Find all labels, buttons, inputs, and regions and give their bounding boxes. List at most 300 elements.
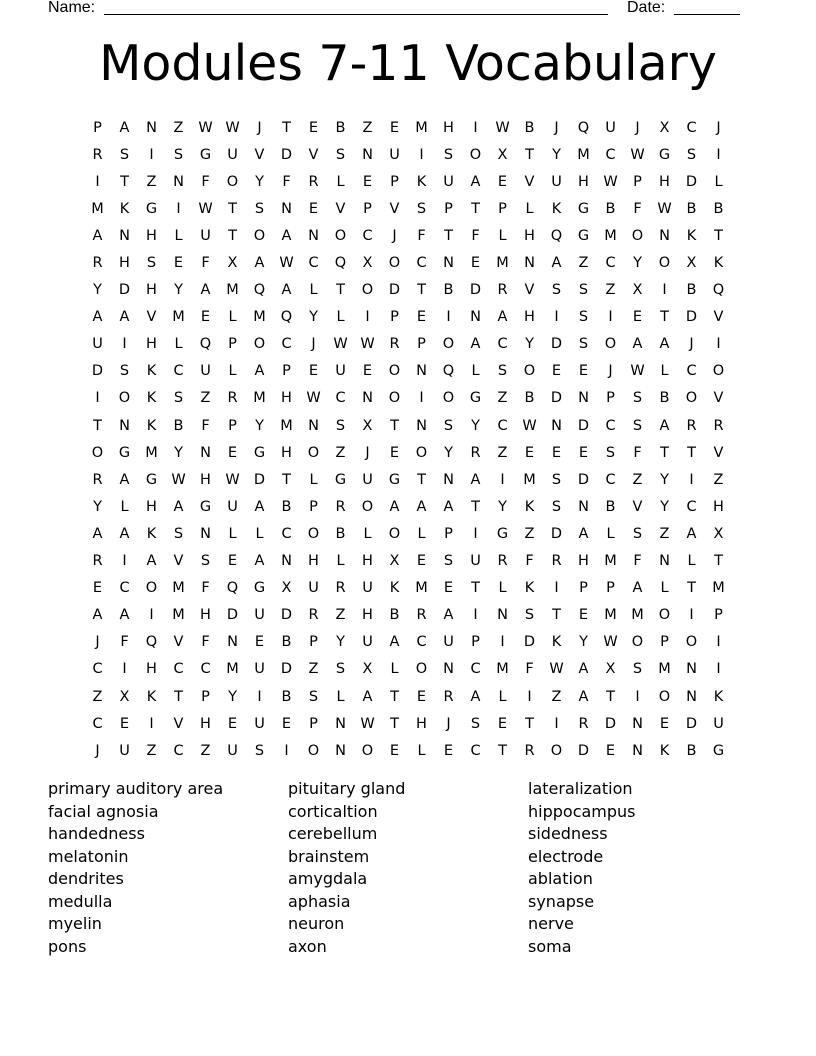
grid-letter: S <box>146 255 157 272</box>
grid-letter: T <box>282 119 291 136</box>
grid-letter: N <box>659 227 670 244</box>
name-blank-line <box>104 14 608 15</box>
grid-letter: S <box>173 146 184 163</box>
grid-letter: W <box>360 336 375 353</box>
grid-letter: Q <box>199 336 212 353</box>
grid-letter: P <box>390 173 399 190</box>
grid-letter: A <box>443 498 454 515</box>
word-list-item: soma <box>528 936 572 956</box>
grid-letter: G <box>577 200 590 217</box>
grid-letter: S <box>443 417 454 434</box>
grid-letter: I <box>122 661 127 678</box>
grid-letter: S <box>551 471 562 488</box>
grid-row <box>84 412 732 439</box>
grid-letter: S <box>254 200 265 217</box>
grid-letter: J <box>635 119 640 136</box>
grid-letter: H <box>146 227 157 244</box>
grid-letter: C <box>605 146 616 163</box>
grid-letter: T <box>660 444 669 461</box>
grid-letter: A <box>281 282 292 299</box>
grid-letter: B <box>605 200 616 217</box>
grid-letter: C <box>686 119 697 136</box>
grid-letter: F <box>633 553 642 570</box>
grid-letter: R <box>92 255 103 272</box>
grid-letter: F <box>525 553 534 570</box>
grid-letter: M <box>226 661 239 678</box>
grid-letter: S <box>119 146 130 163</box>
grid-letter: P <box>498 200 507 217</box>
grid-letter: W <box>603 634 618 651</box>
grid-letter: Z <box>497 444 508 461</box>
grid-row <box>84 493 732 520</box>
grid-letter: Q <box>280 309 293 326</box>
grid-letter: E <box>389 444 400 461</box>
grid-letter: U <box>605 119 616 136</box>
grid-letter: B <box>713 200 724 217</box>
grid-letter: A <box>119 607 130 624</box>
grid-letter: S <box>686 146 697 163</box>
grid-letter: J <box>365 444 370 461</box>
grid-letter: R <box>92 471 103 488</box>
grid-row <box>84 466 732 493</box>
grid-letter: R <box>308 173 319 190</box>
grid-letter: N <box>632 742 643 759</box>
grid-letter: W <box>630 146 645 163</box>
grid-letter: O <box>685 390 698 407</box>
grid-letter: Y <box>228 688 237 705</box>
grid-row <box>84 304 732 331</box>
grid-letter: A <box>92 607 103 624</box>
grid-letter: G <box>145 471 158 488</box>
grid-letter: H <box>281 390 292 407</box>
grid-letter: X <box>605 661 616 678</box>
grid-letter: L <box>174 227 183 244</box>
grid-letter: A <box>146 553 157 570</box>
grid-letter: R <box>308 607 319 624</box>
grid-letter: U <box>227 498 238 515</box>
grid-letter: B <box>389 607 400 624</box>
grid-letter: V <box>389 200 400 217</box>
grid-letter: H <box>713 498 724 515</box>
grid-letter: S <box>173 390 184 407</box>
grid-letter: U <box>389 146 400 163</box>
grid-letter: W <box>279 255 294 272</box>
grid-row <box>84 358 732 385</box>
grid-letter: H <box>578 173 589 190</box>
grid-letter: J <box>95 742 100 759</box>
word-list-item: electrode <box>528 846 604 866</box>
grid-letter: Q <box>577 119 590 136</box>
grid-letter: D <box>388 282 401 299</box>
grid-letter: I <box>95 173 100 190</box>
grid-letter: E <box>416 309 427 326</box>
grid-letter: E <box>389 742 400 759</box>
grid-letter: B <box>605 498 616 515</box>
grid-letter: I <box>257 688 262 705</box>
grid-letter: S <box>443 146 454 163</box>
grid-letter: N <box>200 444 211 461</box>
grid-letter: S <box>443 553 454 570</box>
grid-letter: U <box>308 580 319 597</box>
grid-letter: W <box>225 119 240 136</box>
grid-letter: C <box>416 634 427 651</box>
grid-letter: V <box>713 444 724 461</box>
grid-letter: J <box>689 336 694 353</box>
grid-letter: L <box>498 227 507 244</box>
grid-letter: L <box>309 282 318 299</box>
grid-letter: C <box>92 661 103 678</box>
grid-row <box>84 141 732 168</box>
grid-letter: T <box>417 471 426 488</box>
grid-letter: X <box>686 255 697 272</box>
grid-letter: E <box>605 742 616 759</box>
grid-row <box>84 548 732 575</box>
grid-letter: D <box>577 471 590 488</box>
grid-letter: Y <box>498 498 507 515</box>
grid-letter: I <box>176 200 181 217</box>
grid-letter: M <box>496 255 509 272</box>
grid-letter: I <box>122 553 127 570</box>
grid-letter: Y <box>255 173 264 190</box>
grid-letter: R <box>551 553 562 570</box>
word-list-item: myelin <box>48 914 102 933</box>
grid-letter: I <box>473 607 478 624</box>
grid-letter: Z <box>146 173 157 190</box>
grid-letter: X <box>362 255 373 272</box>
grid-letter: I <box>689 471 694 488</box>
grid-letter: Y <box>579 634 588 651</box>
grid-letter: R <box>713 417 724 434</box>
grid-letter: Y <box>309 309 318 326</box>
grid-letter: E <box>632 309 643 326</box>
grid-letter: P <box>363 200 372 217</box>
grid-letter: U <box>443 634 454 651</box>
grid-letter: P <box>201 688 210 705</box>
grid-letter: A <box>119 525 130 542</box>
grid-letter: X <box>713 525 724 542</box>
grid-letter: N <box>416 417 427 434</box>
grid-letter: I <box>446 309 451 326</box>
grid-letter: M <box>172 309 185 326</box>
grid-letter: L <box>525 200 534 217</box>
grid-letter: O <box>118 390 131 407</box>
grid-letter: L <box>228 309 237 326</box>
grid-letter: O <box>631 227 644 244</box>
grid-letter: A <box>119 309 130 326</box>
grid-letter: A <box>659 336 670 353</box>
grid-letter: A <box>416 498 427 515</box>
grid-letter: U <box>362 634 373 651</box>
grid-letter: S <box>632 417 643 434</box>
grid-letter: D <box>469 282 482 299</box>
grid-letter: B <box>335 119 346 136</box>
grid-letter: E <box>308 363 319 380</box>
grid-letter: Z <box>659 525 670 542</box>
grid-letter: I <box>689 607 694 624</box>
grid-letter: S <box>524 607 535 624</box>
grid-letter: K <box>524 498 535 515</box>
grid-letter: E <box>308 119 319 136</box>
grid-letter: V <box>254 146 265 163</box>
word-list-item: amygdala <box>288 869 368 888</box>
grid-letter: P <box>309 715 318 732</box>
grid-letter: L <box>606 525 615 542</box>
grid-letter: S <box>497 363 508 380</box>
grid-letter: X <box>497 146 508 163</box>
grid-letter: Z <box>632 471 643 488</box>
grid-letter: T <box>525 715 534 732</box>
grid-letter: K <box>686 227 697 244</box>
grid-letter: Z <box>335 607 346 624</box>
grid-letter: I <box>419 146 424 163</box>
grid-letter: M <box>415 580 428 597</box>
grid-letter: A <box>659 417 670 434</box>
grid-letter: Q <box>334 255 347 272</box>
grid-letter: N <box>119 417 130 434</box>
grid-letter: G <box>199 498 212 515</box>
grid-letter: M <box>280 417 293 434</box>
grid-letter: N <box>686 688 697 705</box>
grid-letter: U <box>200 227 211 244</box>
grid-letter: A <box>92 227 103 244</box>
grid-letter: A <box>632 580 643 597</box>
grid-letter: Y <box>336 634 345 651</box>
grid-letter: B <box>686 200 697 217</box>
grid-letter: I <box>473 525 478 542</box>
word-column <box>288 778 528 958</box>
grid-letter: A <box>551 255 562 272</box>
grid-letter: E <box>443 742 454 759</box>
grid-letter: D <box>118 282 131 299</box>
grid-letter: Y <box>525 336 534 353</box>
grid-letter: C <box>281 525 292 542</box>
grid-letter: F <box>471 227 480 244</box>
grid-letter: X <box>119 688 130 705</box>
word-list-item: lateralization <box>528 779 633 798</box>
grid-letter: L <box>336 309 345 326</box>
grid-letter: J <box>608 363 613 380</box>
grid-letter: E <box>416 688 427 705</box>
grid-letter: G <box>118 444 131 461</box>
grid-row <box>84 331 732 358</box>
grid-letter: H <box>146 282 157 299</box>
grid-letter: M <box>172 580 185 597</box>
word-list-item: neuron <box>288 914 345 933</box>
grid-letter: N <box>470 309 481 326</box>
grid-letter: N <box>281 200 292 217</box>
grid-letter: N <box>443 471 454 488</box>
grid-letter: Y <box>471 417 480 434</box>
grid-letter: O <box>442 390 455 407</box>
grid-letter: J <box>95 634 100 651</box>
grid-letter: C <box>281 336 292 353</box>
grid-letter: Z <box>335 444 346 461</box>
grid-letter: T <box>282 471 291 488</box>
grid-letter: E <box>254 634 265 651</box>
grid-letter: T <box>660 309 669 326</box>
grid-letter: P <box>606 580 615 597</box>
grid-letter: K <box>713 255 724 272</box>
grid-letter: N <box>335 742 346 759</box>
grid-letter: V <box>173 553 184 570</box>
grid-letter: K <box>713 688 724 705</box>
grid-letter: S <box>578 282 589 299</box>
word-list-item: brainstem <box>288 846 370 866</box>
grid-letter: O <box>658 607 671 624</box>
grid-letter: W <box>306 390 321 407</box>
grid-letter: A <box>470 336 481 353</box>
grid-letter: V <box>524 282 535 299</box>
grid-letter: T <box>390 417 399 434</box>
grid-row <box>84 439 732 466</box>
grid-letter: V <box>335 200 346 217</box>
grid-letter: H <box>281 444 292 461</box>
grid-letter: Y <box>444 444 453 461</box>
grid-letter: E <box>578 444 589 461</box>
grid-row <box>84 195 732 222</box>
grid-letter: L <box>687 553 696 570</box>
grid-letter: N <box>173 173 184 190</box>
grid-letter: F <box>282 173 291 190</box>
grid-letter: P <box>471 634 480 651</box>
grid-letter: L <box>363 525 372 542</box>
word-list-item: medulla <box>48 891 113 911</box>
grid-letter: W <box>522 417 537 434</box>
grid-letter: V <box>146 309 157 326</box>
grid-letter: H <box>416 715 427 732</box>
date-blank-line <box>674 14 740 15</box>
grid-letter: E <box>227 715 238 732</box>
grid-letter: F <box>417 227 426 244</box>
grid-letter: O <box>712 363 725 380</box>
grid-letter: F <box>633 444 642 461</box>
grid-letter: F <box>525 661 534 678</box>
grid-letter: T <box>687 580 696 597</box>
grid-row <box>84 277 732 304</box>
word-list-item: hippocampus <box>528 801 636 821</box>
grid-letter: S <box>578 309 589 326</box>
grid-row <box>84 168 732 195</box>
grid-letter: M <box>145 444 158 461</box>
grid-letter: Z <box>578 255 589 272</box>
grid-letter: A <box>254 553 265 570</box>
grid-letter: H <box>362 553 373 570</box>
grid-letter: Y <box>633 255 642 272</box>
grid-letter: N <box>362 390 373 407</box>
grid-letter: H <box>578 553 589 570</box>
grid-letter: Y <box>93 282 102 299</box>
grid-letter: Q <box>712 282 725 299</box>
grid-letter: T <box>552 607 561 624</box>
grid-letter: D <box>523 634 536 651</box>
grid-letter: L <box>498 688 507 705</box>
grid-letter: W <box>360 715 375 732</box>
grid-letter: N <box>443 661 454 678</box>
grid-letter: C <box>497 417 508 434</box>
grid-letter: Z <box>92 688 103 705</box>
word-list-item: cerebellum <box>288 824 378 843</box>
grid-letter: M <box>631 607 644 624</box>
grid-letter: K <box>146 363 157 380</box>
grid-letter: T <box>471 498 480 515</box>
grid-letter: I <box>365 309 370 326</box>
grid-letter: K <box>146 390 157 407</box>
grid-letter: A <box>362 688 373 705</box>
grid-letter: I <box>122 336 127 353</box>
grid-letter: Q <box>442 363 455 380</box>
grid-letter: B <box>524 119 535 136</box>
grid-letter: U <box>713 715 724 732</box>
grid-letter: B <box>173 417 184 434</box>
grid-letter: O <box>604 336 617 353</box>
word-list-item: synapse <box>528 891 595 911</box>
grid-letter: N <box>578 390 589 407</box>
grid-letter: Z <box>551 688 562 705</box>
grid-letter: G <box>496 525 509 542</box>
grid-letter: U <box>200 363 211 380</box>
grid-letter: T <box>714 227 723 244</box>
grid-letter: A <box>389 634 400 651</box>
grid-letter: I <box>716 661 721 678</box>
grid-letter: Z <box>524 525 535 542</box>
grid-letter: R <box>92 146 103 163</box>
grid-letter: D <box>685 309 698 326</box>
grid-letter: S <box>416 200 427 217</box>
grid-letter: T <box>471 200 480 217</box>
grid-letter: U <box>119 742 130 759</box>
grid-letter: J <box>446 715 451 732</box>
grid-letter: X <box>227 255 238 272</box>
grid-letter: R <box>335 498 346 515</box>
grid-letter: O <box>145 580 158 597</box>
grid-letter: D <box>280 607 293 624</box>
grid-letter: Q <box>145 634 158 651</box>
grid-letter: S <box>119 363 130 380</box>
grid-letter: O <box>388 390 401 407</box>
grid-letter: I <box>500 471 505 488</box>
grid-letter: O <box>91 444 104 461</box>
grid-letter: P <box>606 390 615 407</box>
grid-letter: F <box>120 634 129 651</box>
grid-letter: M <box>712 580 725 597</box>
grid-letter: D <box>253 471 266 488</box>
grid-letter: R <box>470 444 481 461</box>
grid-letter: S <box>632 661 643 678</box>
grid-letter: E <box>497 173 508 190</box>
grid-letter: N <box>416 363 427 380</box>
grid-letter: T <box>228 200 237 217</box>
grid-letter: C <box>470 742 481 759</box>
grid-letter: X <box>632 282 643 299</box>
grid-letter: J <box>392 227 397 244</box>
grid-letter: V <box>173 715 184 732</box>
grid-letter: I <box>608 309 613 326</box>
grid-letter: V <box>713 390 724 407</box>
grid-letter: O <box>442 336 455 353</box>
grid-row <box>84 656 732 683</box>
grid-letter: W <box>198 119 213 136</box>
grid-row <box>84 222 732 249</box>
word-list-item: axon <box>288 936 327 956</box>
grid-letter: G <box>199 146 212 163</box>
grid-letter: S <box>632 390 643 407</box>
grid-letter: H <box>119 255 130 272</box>
word-list-item: primary auditory area <box>48 779 224 798</box>
grid-letter: T <box>336 282 345 299</box>
word-list-item: pituitary gland <box>288 779 406 798</box>
grid-letter: Y <box>93 498 102 515</box>
grid-letter: C <box>173 363 184 380</box>
